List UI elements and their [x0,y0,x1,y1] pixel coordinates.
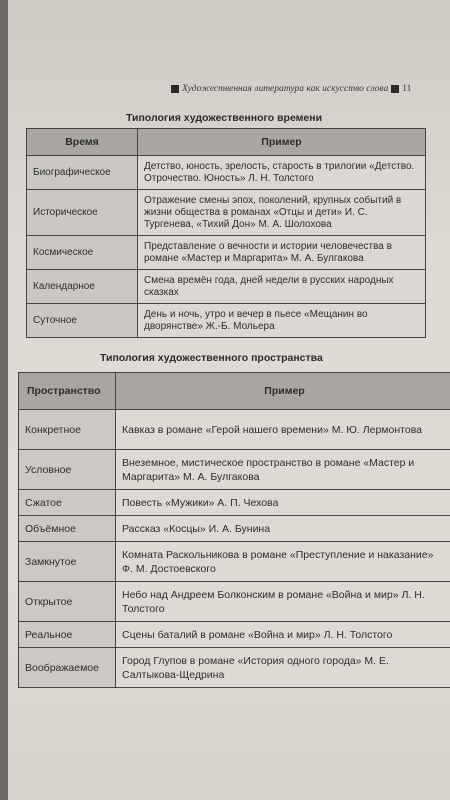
table-row [27,156,426,190]
time-type: Биографическое [27,156,138,190]
table-row [27,236,426,270]
time-type: Суточное [27,304,138,338]
table-row [19,490,450,516]
running-title: Художественная литература как искусство слова [182,84,389,94]
space-typology-table [18,372,450,688]
time-example: Представление о вечности и истории человечества в романе «Мастер и Маргарита» М. А. Булгакова [138,236,426,270]
time-table-title: Типология художественного времени [126,112,323,124]
time-example: Смена времён года, дней недели в русских народных сказках [138,270,426,304]
space-type: Условное [19,450,116,490]
time-example: День и ночь, утро и вечер в пьесе «Мещанин во дворянстве» Ж.-Б. Мольера [138,304,426,338]
time-type: Историческое [27,190,138,236]
header-square-icon [171,85,179,93]
space-example: Повесть «Мужики» А. П. Чехова [116,490,450,516]
space-type: Замкнутое [19,542,116,582]
space-example: Кавказ в романе «Герой нашего времени» М. Ю. Лермонтова [116,410,450,450]
space-type: Сжатое [19,490,116,516]
table-row [27,304,426,338]
time-example: Детство, юность, зрелость, старость в трилогии «Детство. Отрочество. Юность» Л. Н. Толстого [138,156,426,190]
table-row [19,542,450,582]
table-row [27,270,426,304]
page-number: 11 [402,84,412,94]
col-header-time: Время [27,129,138,156]
book-page [8,0,450,800]
table-row [19,582,450,622]
space-example: Внеземное, мистическое пространство в романе «Мастер и Маргарита» М. А. Булгакова [116,450,450,490]
header-square-icon [391,85,399,93]
col-header-space: Пространство [19,373,116,410]
time-typology-table [26,128,426,338]
space-example: Комната Раскольникова в романе «Преступление и наказание» Ф. М. Достоевского [116,542,450,582]
space-example: Небо над Андреем Болконским в романе «Война и мир» Л. Н. Толстого [116,582,450,622]
space-type: Воображаемое [19,648,116,688]
table-header-row [19,373,450,410]
table-row [19,622,450,648]
table-row [19,516,450,542]
time-type: Календарное [27,270,138,304]
table-row [19,648,450,688]
table-row [19,450,450,490]
space-type: Открытое [19,582,116,622]
time-type: Космическое [27,236,138,270]
table-row [19,410,450,450]
col-header-example: Пример [138,129,426,156]
space-type: Объёмное [19,516,116,542]
table-row [27,190,426,236]
space-example: Сцены баталий в романе «Война и мир» Л. Н. Толстого [116,622,450,648]
running-header [168,84,450,98]
space-example: Рассказ «Косцы» И. А. Бунина [116,516,450,542]
col-header-example: Пример [116,373,450,410]
space-example: Город Глупов в романе «История одного города» М. Е. Салтыкова-Щедрина [116,648,450,688]
space-type: Конкретное [19,410,116,450]
time-example: Отражение смены эпох, поколений, крупных событий в жизни общества в романах «Отцы и дети» И. С. Тургенева, «Тихий Дон» М. А. Шолохова [138,190,426,236]
space-table-title: Типология художественного пространства [100,352,323,364]
space-type: Реальное [19,622,116,648]
table-header-row [27,129,426,156]
